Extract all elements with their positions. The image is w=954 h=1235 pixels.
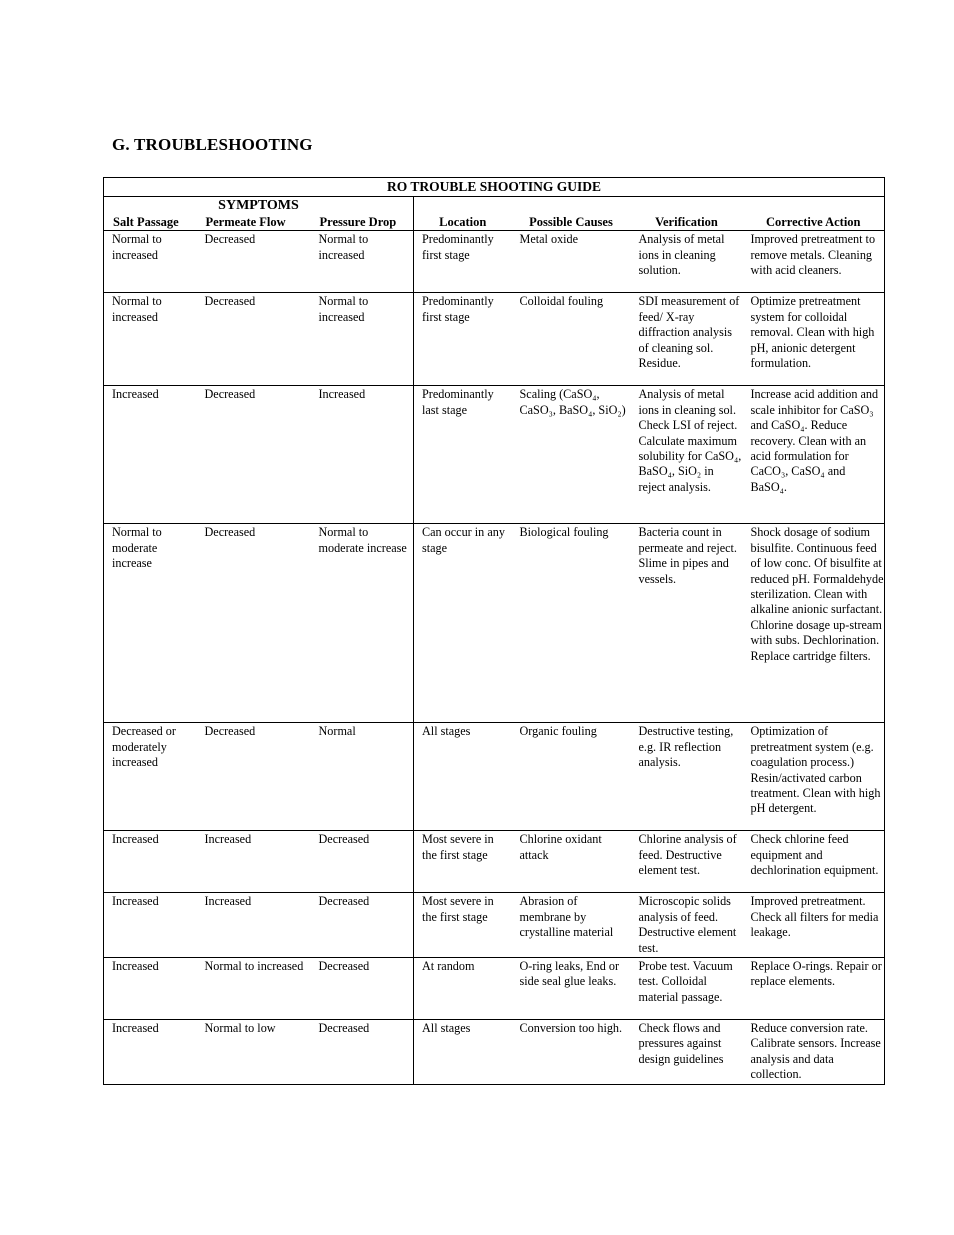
table-row [104,958,885,1020]
column-header-possible-causes: Possible Causes [512,215,631,231]
cell-verification: Check flows and pressures against design guidelines [631,1020,743,1085]
cell-permeate-flow: Decreased [197,386,311,524]
cell-possible-causes: Colloidal fouling [512,293,631,386]
cell-corrective-action: Reduce conversion rate. Calibrate sensors. Increase analysis and data collection. [743,1020,885,1085]
troubleshooting-table [103,177,885,1085]
section-heading: G. TROUBLESHOOTING [112,135,313,154]
cell-location: At random [414,958,512,1020]
cell-location: Predominantly last stage [414,386,512,524]
cell-corrective-action: Shock dosage of sodium bisulfite. Continuous feed of low conc. Of bisulfite at reduced pH. Formaldehyde sterilization. Clean with alkaline anionic surfactant. Chlorine dosage up-stream with subs. Dechlorination. Replace cartridge filters. [743,524,885,723]
cell-location: All stages [414,723,512,831]
cell-verification: Microscopic solids analysis of feed. Destructive element test. [631,893,743,958]
cell-possible-causes: Abrasion of membrane by crystalline material [512,893,631,958]
cell-pressure-drop: Normal [311,723,414,831]
table-title: RO TROUBLE SHOOTING GUIDE [104,178,885,197]
table-row [104,231,885,293]
header-spacer [414,197,885,216]
cell-possible-causes: Metal oxide [519,232,579,247]
cell-corrective-action: Check chlorine feed equipment and dechlorination equipment. [743,831,885,893]
table-row [104,723,885,831]
cell-location: Most severe in the first stage [414,893,512,958]
cell-possible-causes: Organic fouling [512,723,631,831]
cell-verification: Probe test. Vacuum test. Colloidal material passage. [631,958,743,1020]
cell-location: Predominantly first stage [414,293,512,386]
cell-salt-passage: Increased [104,958,197,1020]
cell-salt-passage: Increased [104,386,197,524]
cell-location: All stages [414,1020,512,1085]
cell-permeate-flow: Increased [197,831,311,893]
cell-pressure-drop: Decreased [311,1020,414,1085]
cell-corrective-action: Increase acid addition and scale inhibitor for CaSO₃ and CaSO₄. Reduce recovery. Clean with an acid formulation for CaCO₃, CaSO₄ and BaSO₄. [743,386,885,524]
cell-corrective-action: Optimization of pretreatment system (e.g. coagulation process.) Resin/activated carbon treatment. Clean with high pH detergent. [743,723,885,831]
cell-possible-causes: Biological fouling [512,524,631,723]
cell-verification: Analysis of metal ions in cleaning sol. Check LSI of reject. Calculate maximum solubility for CaSO₄, BaSO₄, SiO₂ in reject analysis. [631,386,743,524]
cell-salt-passage: Increased [104,831,197,893]
cell-permeate-flow: Decreased [197,293,311,386]
cell-verification: Chlorine analysis of feed. Destructive element test. [631,831,743,893]
cell-pressure-drop: Normal to moderate increase [311,524,414,723]
cell-verification: SDI measurement of feed/ X-ray diffraction analysis of cleaning sol. Residue. [631,293,743,386]
cell-pressure-drop: Decreased [311,831,414,893]
cell-salt-passage: Decreased or moderately increased [104,723,197,831]
cell-permeate-flow: Increased [197,893,311,958]
cell-pressure-drop: Decreased [311,958,414,1020]
cell-salt-passage: Increased [104,893,197,958]
table-row [104,893,885,958]
cell-location: Can occur in any stage [414,524,512,723]
cell-possible-causes: Conversion too high. [512,1020,631,1085]
cell-permeate-flow: Normal to increased [197,958,311,1020]
cell-salt-passage: Increased [104,1020,197,1085]
cell-permeate-flow: Normal to low [197,1020,311,1085]
cell-corrective-action: Optimize pretreatment system for colloidal removal. Clean with high pH, anionic detergent formulation. [743,293,885,386]
column-header-permeate-flow: Permeate Flow [197,215,311,231]
table-row [104,831,885,893]
cell-permeate-flow: Decreased [204,232,256,247]
cell-possible-causes: Chlorine oxidant attack [512,831,631,893]
table-row [104,386,885,524]
cell-permeate-flow: Decreased [197,723,311,831]
symptoms-group-header: SYMPTOMS [104,197,414,216]
cell-salt-passage: Normal to increased [104,231,197,293]
cell-verification: Bacteria count in permeate and reject. Slime in pipes and vessels. [631,524,743,723]
cell-location: Predominantly first stage [422,232,494,262]
column-header-verification: Verification [631,215,743,231]
cell-pressure-drop: Normal to increased [311,293,414,386]
cell-verification: Analysis of metal ions in cleaning solution. [638,232,725,278]
cell-corrective-action: Improved pretreatment to remove metals. Cleaning with acid cleaners. [743,231,885,293]
cell-corrective-action: Improved pretreatment. Check all filters for media leakage. [743,893,885,958]
cell-corrective-action: Replace O-rings. Repair or replace elements. [743,958,885,1020]
column-header-pressure-drop: Pressure Drop [311,215,414,231]
table-row [104,524,885,723]
cell-salt-passage: Normal to moderate increase [104,524,197,723]
table-row [104,293,885,386]
cell-permeate-flow: Decreased [197,524,311,723]
cell-verification: Destructive testing, e.g. IR reflection analysis. [631,723,743,831]
column-header-corrective-action: Corrective Action [743,215,885,231]
cell-location: Most severe in the first stage [414,831,512,893]
column-header-salt-passage: Salt Passage [104,215,197,231]
cell-possible-causes: O-ring leaks, End or side seal glue leaks. [512,958,631,1020]
column-header-location: Location [414,215,512,231]
cell-salt-passage: Normal to increased [104,293,197,386]
cell-pressure-drop: Increased [311,386,414,524]
cell-pressure-drop: Normal to increased [311,231,414,293]
table-row [104,1020,885,1085]
cell-possible-causes: Scaling (CaSO₄, CaSO₃, BaSO₄, SiO₂) [512,386,631,524]
cell-pressure-drop: Decreased [311,893,414,958]
